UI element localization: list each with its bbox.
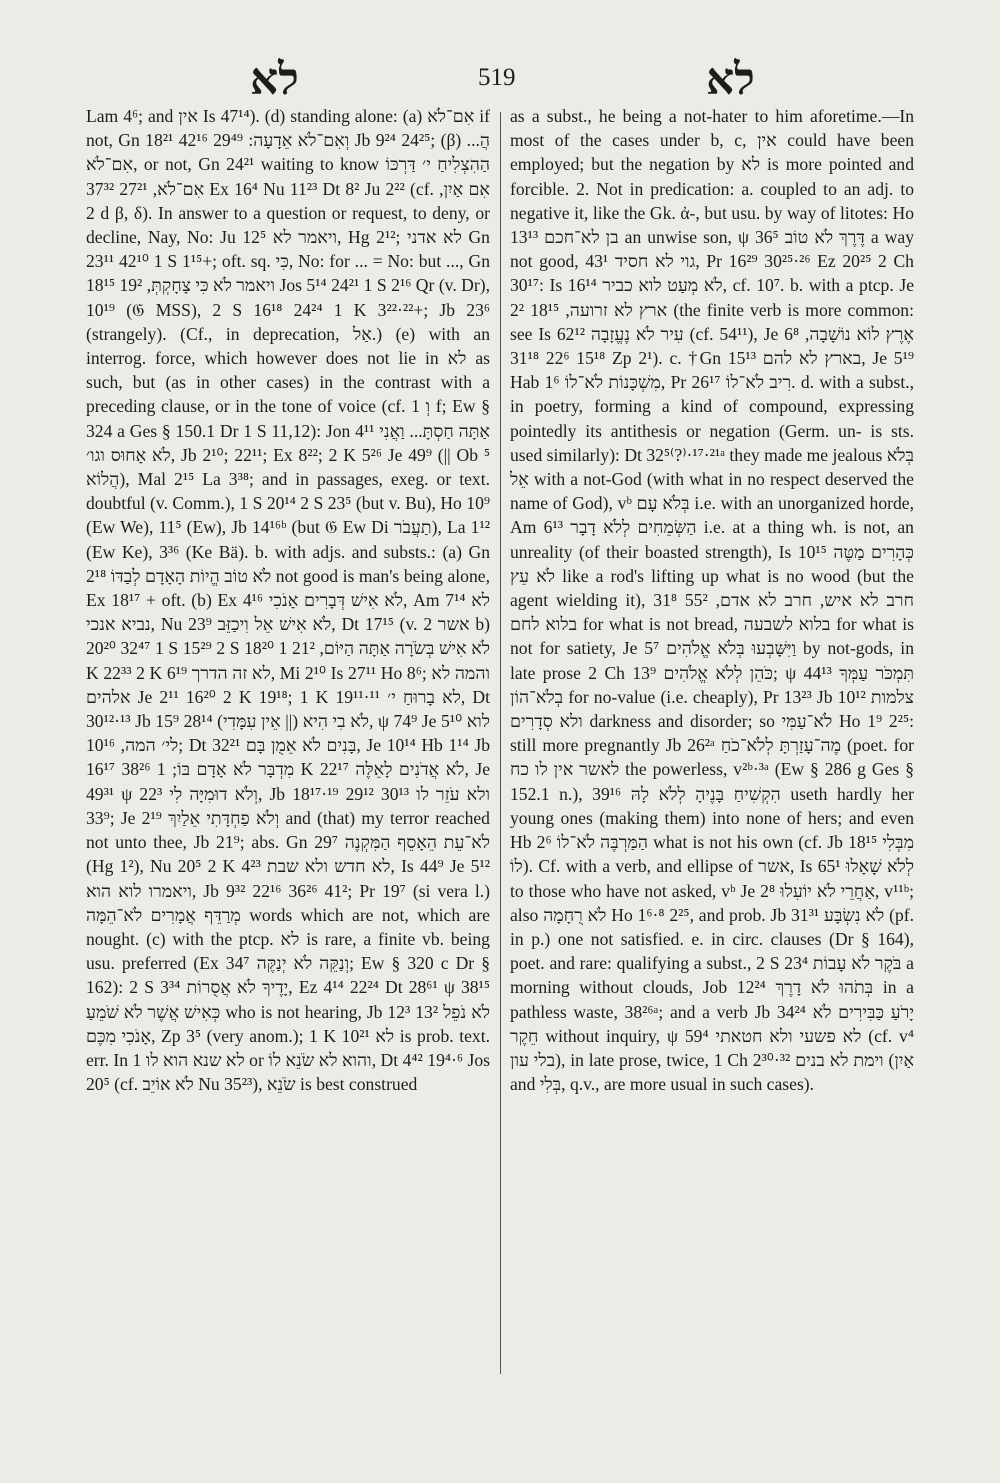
column-left-text: Lam 4⁶; and אין Is 47¹⁴). (d) standing alone: (a) אִם־לֹא if not, Gn 18²¹ וְאִם־לֹא אֵדָעָה: 29⁴⁹ 42¹⁶ Jb 9²⁴ 24²⁵; (β) הֲ... אִם־לֹא, or not, Gn 24²¹ waiting to know הַהִצְלִיחַ י׳ דַּרְכּוֹ אִם־לֹא, 27²¹ 37³² Ex 16⁴ Nu 11²³ Dt 8² Ju 2²² (cf. אִם אַיִן, 2 d β, δ). In answer to a question or request, to deny, or decline, Nay, No: Ju 12⁵ ויאמר לא, Hg 2¹²; לא אדני Gn 23¹¹ 42¹⁰ 1 S 1¹⁵+; oft. sq. כִּי, No: for ... = No: but ..., Gn 18¹⁵ ויאמר לֹא כִּי צָחָקְתְּ, 19² Jos 5¹⁴ 24²¹ 1 S 2¹⁶ Qr (v. Dr), 10¹⁹ (𝔊 MSS), 2 S 16¹⁸ 24²⁴ 1 K 3²²·²²+; Jb 23⁶ (strangely). (Cf., in deprecation, אַל.) (e) with an interrog. force, which however does not lie in לא as such, but (as in other cases) in the contrast with a preceding clause, or in the tone of voice (cf. וְ 1 f; Ew § 324 a Ges § 150.1 Dr 1 S 11,12): Jon 4¹¹ אַתָּה חַסְתָּ... וַאֲנִי לֹא אָחוּס וגו׳, Jb 2¹⁰; 22¹¹; Ex 8²²; 2 K 5²⁶ Je 49⁹ (|| Ob ⁵ הֲלוֹא), Mal 2¹⁵ La 3³⁸; and in passages, exeg. or text. doubtful (v. Comm.), 1 S 20¹⁴ 2 S 23⁵ (but v. Bu), Ho 10⁹ (Ew We), 11⁵ (Ew), Jb 14¹⁶ᵇ (but 𝔊 Ew Di תַעֲבֹר), La 1¹² (Ew Ke), 3³⁶ (Ke Bä). b. with adjs. and substs.: (a) Gn 2¹⁸ לֹא טוֹב הֱיוֹת הָאָדָם לְבַדּוֹ not good is man's being alone, Ex 18¹⁷ + oft. (b) Ex 4¹⁶ לֹא אִישׁ דְּבָרִים אָנֹכִי, Am 7¹⁴ לא נביא אנכי, Nu 23⁹ לֹא אִישׁ אֵל וִיכַזֵּב, Dt 17¹⁵ (v. אשר 2 b) 20²⁰ 32⁴⁷ 1 S 15²⁹ 2 S 18²⁰ לֹא אִישׁ בְּשֹׂרָה אַתָּה הַיּוֹם, 21² 1 K 22³³ 2 K 6¹⁹ לא זה הדרך, Mi 2¹⁰ Is 27¹¹ Ho 8⁶; והמה לא אלהים Je 2¹¹ 16²⁰ 2 K 19¹⁸; 1 K 19¹¹·¹¹ לא בָרוּחַ י׳, Dt 30¹²·¹³ Jb 15⁹ 28¹⁴ לֹא בִי הִיא (|| אֵין עִמָּדִי), ψ 74⁹ Je 5¹⁰ לוא לי׳ המה, 10¹⁶; Dt 32²¹ בָּנִים לֹא אֵמֻן בָּם, Je 10¹⁴ Hb 1¹⁴ Jb 16¹⁷ 38²⁶ מִדְבָּר לֹא אָדָם בּוֹ; 1 K 22¹⁷ לֹא אֲדֹנִים לָאֵלֶּה, Je 49³¹ ψ 22³ וְלֹא דוּמִיָּה לִי, Jb 18¹⁷·¹⁹ 29¹² ולא עֹזֵר לו 30¹³ 33⁹; Je 2¹⁹ וְלֹא פַחְדָּתִי אֵלַיִךְ and (that) my terror reached not unto thee, Jb 21⁹; abs. Gn 29⁷ לֹא־עֵת הֵאָסֵף הַמִּקְנֶה (Hg 1²), Nu 20⁵ 2 K 4²³ לא חדש ולא שבת, Is 44⁹ Je 5¹² ויאמרו לוא הוא, Jb 9³² 22¹⁶ 36²⁶ 41²; Pr 19⁷ (si vera l.) מְרַדֵּף אֲמָרִים לֹא־הֵמָּה words which are not, which are nought. (c) with the ptcp. לא is rare, a finite vb. being usu. preferred (Ex 34⁷ וְנַקֵּה לֹא יְנַקֶּה; Ew § 320 c Dr § 162): 2 S 3³⁴ יָדֶיךָ לֹא אֲסֻרוֹת, Ez 4¹⁴ 22²⁴ Dt 28⁶¹ ψ 38¹⁵ כְּאִישׁ אֲשֶׁר לֹא שֹׁמֵעַ who is not hearing, Jb 12³ 13² לֹא נֹפֵל אָנֹכִי מִכֶּם, Zp 3⁵ (very anom.); 1 K 10²¹ לא is prob. text. err. In 1 לא שנא הוא לו or והוא לא שֹׂנֵא לוֹ, Dt 4⁴² 19⁴·⁶ Jos 20⁵ (cf. לֹא אוֹיֵב Nu 35²³), שֹׂנֵא is best construed [86, 106, 490, 1095]
page-number: 519 [478, 64, 516, 91]
column-right-text: as a subst., he being a not-hater to him aforetime.—In most of the cases under b, c, אין could have been employed; but the negation by לא is more pointed and forcible. 2. Not in predication: a. coupled to an adj. to negative it, like the Gk. ἀ-, but usu. by way of litotes: Ho 13¹³ בן לא־חכם an unwise son, ψ 36⁵ דֶּרֶךְ לֹא טוֹב a way not good, 43¹ גוי לא חסיד, Pr 16²⁹ 30²⁵·²⁶ Ez 20²⁵ 2 Ch 30¹⁷: Is 16¹⁴ לֹא מְעַט לוא כביר, cf. 10⁷. b. with a ptcp. Je 2² ארץ לא זרועה, 18¹⁵ (the finite verb is more common: see Is 62¹² עִיר לֹא נֶעֱזָבָה (cf. 54¹¹), Je 6⁸ אֶרֶץ לוֹא נוֹשָׁבָה, 15¹⁸ 22⁶ 31¹⁸ Zp 2¹). c. †Gn 15¹³ בארץ לא להם, Je 5¹⁹ Hab 1⁶ מִשְׁכָּנוֹת לֹא־לוֹ, Pr 26¹⁷ רִיב לֹא־לוֹ. d. with a subst., in poetry, forming a kind of compound, expressing pointedly its antithesis or negation (Germ. un- is sts. used similarly): Dt 32⁵⁽?⁾·¹⁷·²¹ᵃ they made me jealous בְּלֹא אֵל with a not-God (with what in no respect deserved the name of God), vᵇ בְּלֹא עָם i.e. with an unorganized horde, Am 6¹³ הַשְּׂמֵחִים לְלֹא דָבָר i.e. at a thing wh. is not, an unreality (of their boasted strength), Is 10¹⁵ כְּהָרִים מַטֶּה לֹא עֵץ like a rod's lifting up what is no wood (but the agent wielding it), 31⁸ חרב לא איש, חרב לא אדם, 55² בלוא לחם for what is not bread, בלוא לשבעה for what is not for satiety, Je 5⁷ וַיִּשָּׁבְעוּ בְּלֹא אֱלֹהִים by not-gods, in late prose 2 Ch 13⁹ כֹּהֵן לְלֹא אֱלֹהִים; ψ 44¹³ תִּמְכֹּר עַמְּךָ בְלֹא־הוֹן for no-value (i.e. cheaply), Pr 13²³ Jb 10¹² צלמות ולא סְדָרִים darkness and disorder; so לֹא־עַמִּי Ho 1⁹ 2²⁵: still more pregnantly Jb 26²ᵃ מֶה־עָזַרְתָּ לְלֹא־כֹחַ (poet. for לאשר אין לו כח the powerless, v²ᵇ·³ᵃ (Ew § 286 g Ges § 152.1 n.), 39¹⁶ הִקְשִׁיחַ בָּנֶיהָ לְלֹא לָהּ useth hardly her young ones (making them) into none of hers; and even Hb 2⁶ הַמַּרְבֶּה לֹא־לוֹ what is not his own (cf. Jb 18¹⁵ מִבְּלִי לוֹ). Cf. with a verb, and ellipse of אשר, Is 65¹ לְלֹא שָׁאָלוּ to those who have not asked, vᵇ Je 2⁸ אַחֲרֵי לֹא יוֹעִלוּ, v¹¹ᵇ; also לֹא רֻחָמָה Ho 1⁶·⁸ 2²⁵, and prob. Jb 31³¹ לֹא נִשְׂבָּע (pf. in p.) one not satisfied. e. in circ. clauses (Dr § 164), poet. and rare: qualifying a subst., 2 S 23⁴ בֹּקֶר לֹא עָבוֹת a morning without clouds, Job 12²⁴ בְּתֹהוּ לֹא דָרֶךְ in a pathless waste, 38²⁶ᵃ; and a verb Jb 34²⁴ יָרֹעַ כַּבִּירִים לֹא חֵקֶר without inquiry, ψ 59⁴ לא פשעי ולא חטאתי (cf. v⁴ בלי עון), in late prose, twice, 1 Ch 2³⁰·³² וימת לא בנים (אַיִן and בְּלִי, q.v., are more usual in such cases). [510, 106, 914, 1095]
running-head-left: לא [250, 54, 299, 105]
column-right [510, 104, 914, 1386]
column-left [86, 104, 490, 1386]
running-head-right: לא [706, 54, 755, 105]
column-divider [500, 112, 501, 1374]
